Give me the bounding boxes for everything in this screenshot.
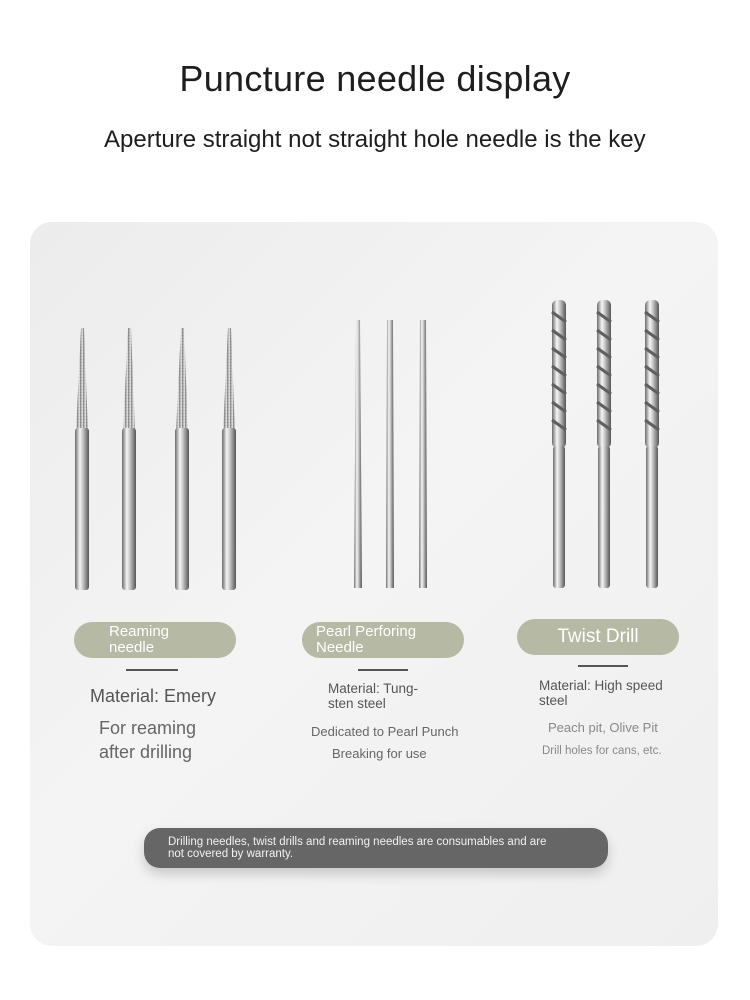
reaming-needle-label-line1: Reaming [109, 623, 170, 640]
pearl-use-line2: Breaking for use [332, 746, 427, 761]
pearl-needle-label-line2: Needle [316, 639, 364, 656]
twist-drill-material-line1: Material: High speed [539, 678, 663, 693]
pearl-material-line2: sten steel [328, 696, 386, 711]
page-title: Puncture needle display [179, 58, 571, 99]
pearl-needle-label [302, 622, 464, 658]
reaming-needle-label [74, 622, 236, 658]
twist-drill-use-line2: Drill holes for cans, etc. [542, 745, 662, 757]
reaming-use-line2: after drilling [99, 742, 193, 762]
reaming-material: Material: Emery [90, 686, 217, 706]
twist-drill-divider [578, 665, 628, 667]
reaming-use-line1: For reaming [99, 718, 197, 738]
warranty-notice-line2: not covered by warranty. [168, 848, 294, 860]
twist-drill-use-line1: Peach pit, Olive Pit [548, 720, 658, 735]
warranty-notice [144, 828, 608, 868]
pearl-divider [358, 669, 408, 671]
reaming-needle-label-line2: needle [109, 639, 155, 656]
twist-drill-label: Twist Drill [517, 619, 679, 655]
pearl-material-line1: Material: Tung- [328, 681, 419, 696]
warranty-notice-line1: Drilling needles, twist drills and reaming needles are consumables and are [168, 836, 547, 848]
twist-drill-material-line2: steel [539, 693, 568, 708]
pearl-use-line1: Dedicated to Pearl Punch [311, 724, 459, 739]
pearl-needle-label-line1: Pearl Perforing [316, 623, 417, 640]
page-subtitle: Aperture straight not straight hole needle is the key [104, 126, 646, 153]
reaming-divider [126, 669, 178, 671]
